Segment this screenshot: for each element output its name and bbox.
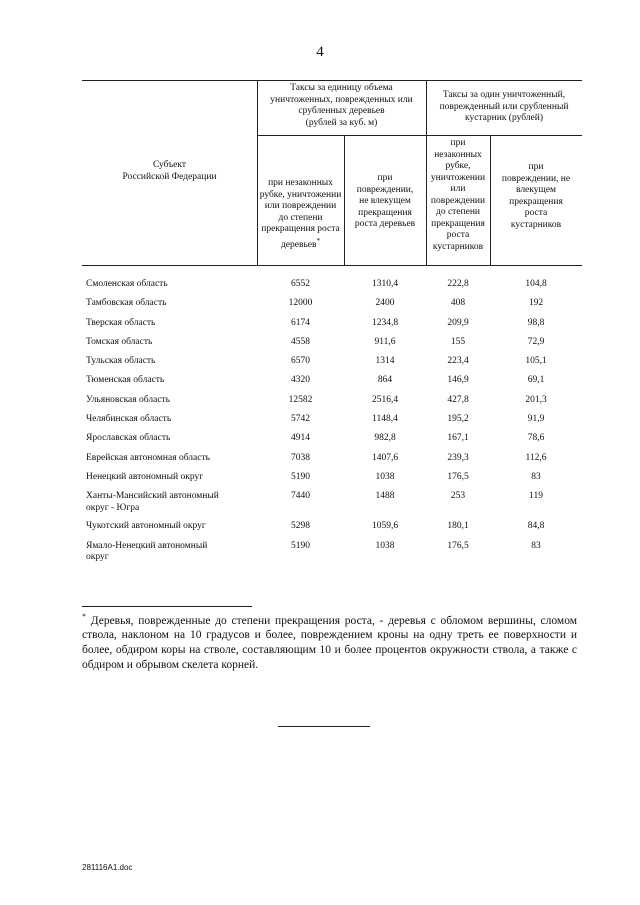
tree-damage-rate: 1059,6 xyxy=(371,521,399,532)
tree-damage-rate: 1488 xyxy=(375,491,395,502)
tree-illegal-rate: 5298 xyxy=(291,521,310,532)
tree-damage-rate: 2516,4 xyxy=(371,394,399,405)
header-bottom-rule xyxy=(82,265,582,266)
table-row xyxy=(82,518,582,537)
region-name: Тверская область xyxy=(86,317,156,328)
tree-illegal-rate: 7038 xyxy=(291,452,310,463)
table-row xyxy=(82,315,582,334)
shrub-illegal-rate: 408 xyxy=(450,298,466,309)
header-group-shrubs: Таксы за один уничтоженный, поврежденный или срубленный кустарник (рублей) xyxy=(439,90,569,123)
shrub-illegal-rate: 167,1 xyxy=(447,433,469,444)
tree-damage-rate: 864 xyxy=(377,375,393,386)
shrub-damage-rate: 83 xyxy=(531,540,541,551)
tree-damage-rate: 911,6 xyxy=(374,336,396,347)
footnote-rule xyxy=(82,606,252,607)
region-name: Ненецкий автономный округ xyxy=(86,471,204,482)
shrub-damage-rate: 98,8 xyxy=(527,317,545,328)
footnote-marker: * xyxy=(316,236,321,245)
region-name: Тульская область xyxy=(86,356,156,367)
tree-damage-rate: 1310,4 xyxy=(371,279,399,289)
shrub-damage-rate: 201,3 xyxy=(525,394,547,405)
shrub-illegal-rate: 222,8 xyxy=(447,279,469,289)
header-group-trees: Таксы за единицу объема уничтоженных, поврежденных или срубленных деревьев (рублей за куб. м) xyxy=(270,83,413,128)
tree-illegal-rate: 6552 xyxy=(291,279,310,289)
region-name: Ямало-Ненецкий автономный округ xyxy=(86,540,208,563)
tree-damage-rate: 1234,8 xyxy=(371,317,399,328)
shrub-illegal-rate: 427,8 xyxy=(447,394,469,405)
table-row xyxy=(82,538,582,568)
region-name: Тамбовская область xyxy=(86,298,167,309)
tree-damage-rate: 2400 xyxy=(375,298,395,309)
shrub-damage-rate: 104,8 xyxy=(525,279,547,289)
tree-damage-rate: 982,8 xyxy=(374,433,396,444)
table-row xyxy=(82,488,582,518)
shrub-damage-rate: 83 xyxy=(531,471,541,482)
tree-damage-rate: 1148,4 xyxy=(372,414,398,425)
shrub-illegal-rate: 223,4 xyxy=(447,356,469,367)
region-name: Тюменская область xyxy=(86,375,165,386)
table-row xyxy=(82,469,582,488)
shrub-illegal-rate: 253 xyxy=(450,491,466,502)
table-row xyxy=(82,372,582,391)
shrub-illegal-rate: 146,9 xyxy=(447,375,469,386)
region-name: Томская область xyxy=(86,336,153,347)
shrub-illegal-rate: 180,1 xyxy=(447,521,469,532)
tree-illegal-rate: 5190 xyxy=(291,471,310,482)
table-row xyxy=(82,392,582,411)
tree-illegal-rate: 7440 xyxy=(291,491,310,502)
region-name: Смоленская область xyxy=(86,279,168,289)
shrub-illegal-rate: 195,2 xyxy=(447,414,469,425)
tree-illegal-rate: 6570 xyxy=(291,356,310,367)
shrub-damage-rate: 72,9 xyxy=(527,336,545,347)
footnote xyxy=(82,610,577,672)
shrub-illegal-rate: 209,9 xyxy=(447,317,469,328)
region-name: Ярославская область xyxy=(86,433,171,444)
header-top-rule xyxy=(82,80,582,81)
region-name: Еврейская автономная область xyxy=(86,452,210,463)
shrub-illegal-rate: 239,3 xyxy=(447,452,469,463)
tree-illegal-rate: 12582 xyxy=(288,394,313,405)
page-number: 4 xyxy=(316,44,324,60)
tree-illegal-rate: 12000 xyxy=(288,298,313,309)
shrub-damage-rate: 69,1 xyxy=(527,375,545,386)
table-body xyxy=(82,276,582,568)
tree-damage-rate: 1407,6 xyxy=(371,452,399,463)
shrub-damage-rate: 91,9 xyxy=(527,414,545,425)
table-row xyxy=(82,430,582,449)
shrub-illegal-rate: 176,5 xyxy=(447,540,469,551)
shrub-damage-rate: 112,6 xyxy=(525,452,547,463)
tree-damage-rate: 1038 xyxy=(375,471,395,482)
tree-illegal-rate: 5742 xyxy=(291,414,310,425)
table-row xyxy=(82,411,582,430)
header-shrubs-illegal: при незаконных рубке, уничтожении или повреждении до степени прекращения роста кустарников xyxy=(430,138,486,252)
table-row xyxy=(82,353,582,372)
end-rule xyxy=(278,726,370,727)
tree-illegal-rate: 5190 xyxy=(291,540,310,551)
header-group-rule xyxy=(257,135,582,136)
header-trees-illegal-text: при незаконных рубке, уничтожении или повреждении до степени прекращения роста деревьев xyxy=(259,178,342,250)
shrub-illegal-rate: 155 xyxy=(450,336,466,347)
table-row xyxy=(82,276,582,295)
shrub-damage-rate: 192 xyxy=(528,298,544,309)
table-row xyxy=(82,450,582,469)
shrub-damage-rate: 105,1 xyxy=(525,356,547,367)
region-name: Ульяновская область xyxy=(86,394,171,405)
region-name: Челябинская область xyxy=(86,414,172,425)
shrub-damage-rate: 84,8 xyxy=(527,521,545,532)
footnote-mark: * xyxy=(82,612,86,621)
header-trees-illegal xyxy=(257,178,344,251)
tree-damage-rate: 1314 xyxy=(375,356,395,367)
shrub-damage-rate: 119 xyxy=(529,491,543,502)
header-shrubs-damage: при повреждении, не влекущем прекращения роста кустарников xyxy=(501,162,571,230)
shrub-illegal-rate: 176,5 xyxy=(447,471,469,482)
header-subject: Субъект Российской Федерации xyxy=(122,160,217,182)
tree-illegal-rate: 4558 xyxy=(291,336,310,347)
table-row xyxy=(82,334,582,353)
shrub-damage-rate: 78,6 xyxy=(527,433,545,444)
footnote-text: Деревья, поврежденные до степени прекращения роста, - деревья с обломом вершины, сломом ствола, наклоном на 10 градусов и более, повреждением кроны на одну треть ее поверхности и более, обдиром коры на стволе, составляющим 10 и более процентов окружности ствола, а также с обдиром и обрывом скелета корней. xyxy=(82,614,578,671)
header-trees-damage: при повреждении, не влекущем прекращения роста деревьев xyxy=(354,173,416,229)
tree-damage-rate: 1038 xyxy=(375,540,395,551)
table-row xyxy=(82,295,582,314)
file-id: 281116A1.doc xyxy=(82,863,133,872)
region-name: Чукотский автономный округ xyxy=(86,521,206,532)
tree-illegal-rate: 4320 xyxy=(291,375,310,386)
tree-illegal-rate: 4914 xyxy=(291,433,310,444)
table-header xyxy=(82,80,582,270)
region-name: Ханты-Мансийский автономный округ - Югра xyxy=(86,491,219,513)
tree-illegal-rate: 6174 xyxy=(291,317,310,328)
